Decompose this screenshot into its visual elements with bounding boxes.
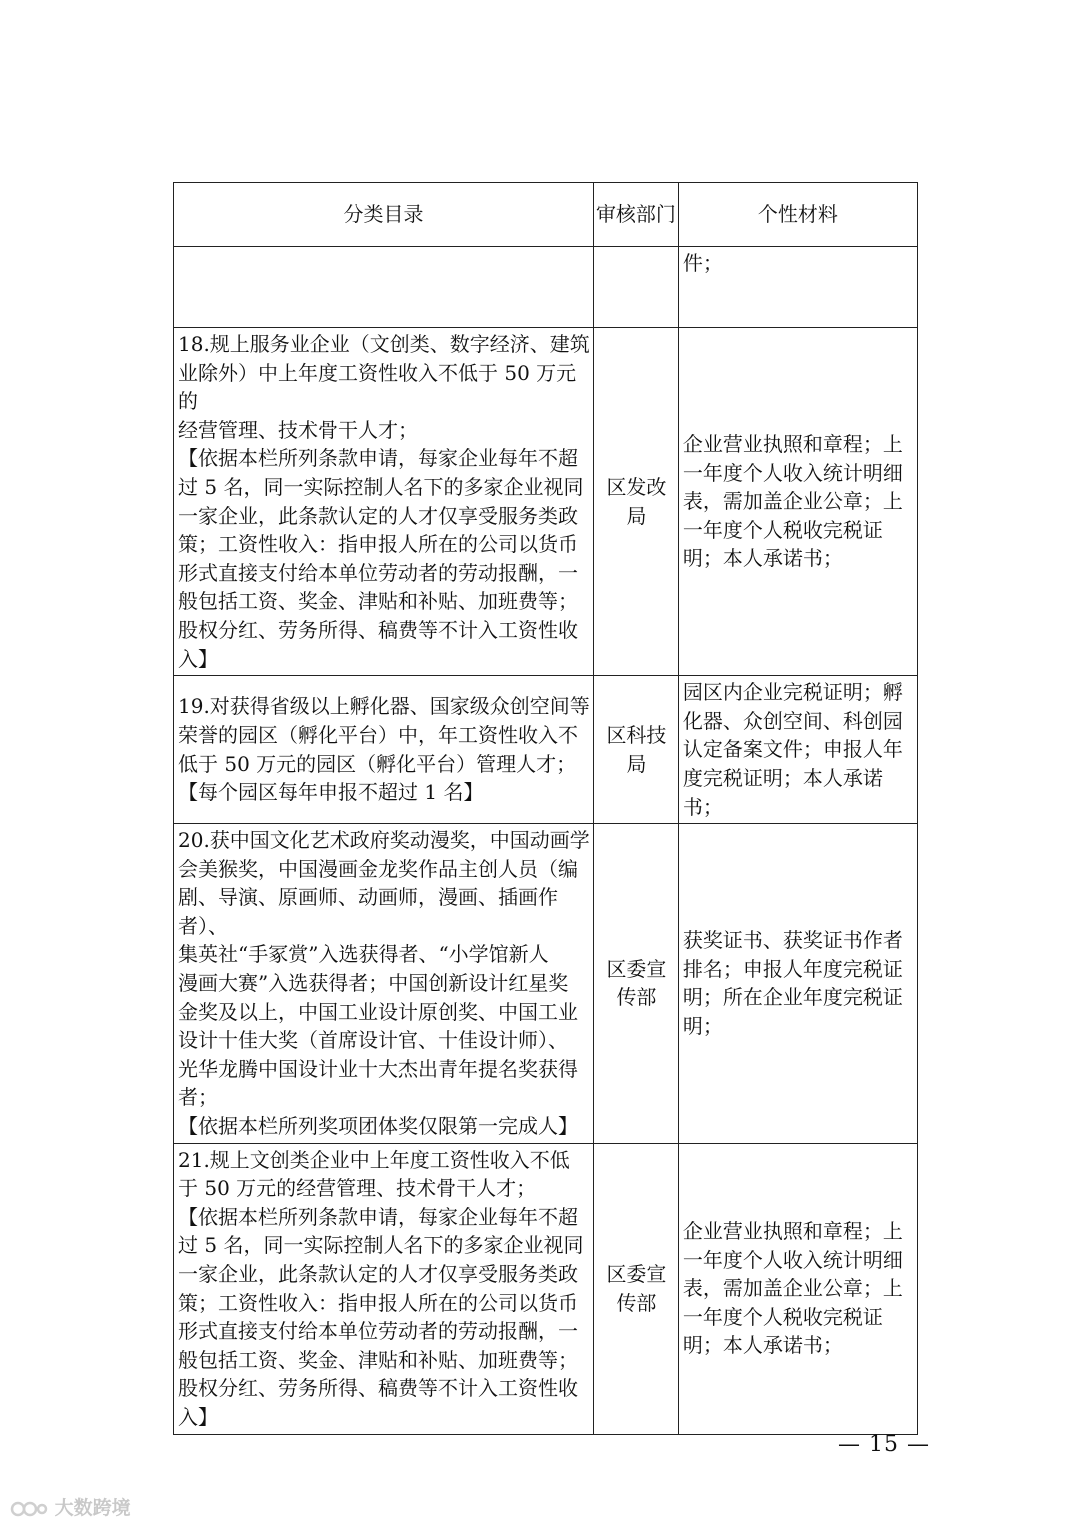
- text-line: 园区内企业完税证明；孵: [682, 680, 903, 705]
- text-line: 形式直接支付给本单位劳动者的劳动报酬，一: [178, 560, 578, 585]
- header-category: 分类目录: [174, 183, 594, 247]
- text-line: 【依据本栏所列条款申请，每家企业每年不超: [178, 446, 578, 471]
- text-line: 股权分红、劳务所得、稿费等不计入工资性收: [178, 617, 578, 642]
- text-line: 过 5 名，同一实际控制人名下的多家企业视同: [178, 1233, 584, 1258]
- table-row-continued: [174, 247, 918, 328]
- text-line: 一年度个人税收完税证: [682, 517, 883, 542]
- materials-cell: [678, 824, 917, 1144]
- text-line: 化器、众创空间、科创园: [682, 708, 903, 733]
- text-line: 【依据本栏所列条款申请，每家企业每年不超: [178, 1204, 578, 1229]
- text-line: 集英社“手冢赏”入选获得者、“小学馆新人: [178, 942, 549, 967]
- text-line: 设计十佳大奖（首席设计官、十佳设计师）、: [178, 1028, 568, 1053]
- page-number: — 15 —: [838, 1432, 930, 1457]
- text-line: 18.规上服务业企业（文创类、数字经济、建筑: [178, 332, 590, 356]
- header-materials: 个性材料: [678, 183, 917, 247]
- watermark-logo-icon: [10, 1498, 48, 1520]
- text-line: 度完税证明；本人承诺书；: [682, 765, 883, 819]
- watermark-text: 大数跨境: [54, 1497, 131, 1519]
- text-line: 认定备案文件；申报人年: [682, 737, 903, 762]
- text-line: 表，需加盖企业公章；上: [682, 489, 903, 514]
- text-line: 表，需加盖企业公章；上: [682, 1276, 903, 1301]
- text-line: 入】: [178, 646, 218, 671]
- text-line: 企业营业执照和章程；上: [682, 1219, 903, 1244]
- table-row: [174, 824, 918, 1144]
- category-cell: [174, 1143, 594, 1434]
- text-line: 金奖及以上，中国工业设计原创奖、中国工业: [178, 999, 578, 1024]
- text-line: 股权分红、劳务所得、稿费等不计入工资性收: [178, 1376, 578, 1401]
- department-cell: 区委宣传部: [594, 824, 679, 1144]
- table-row: [174, 1143, 918, 1434]
- text-line: 者；: [178, 1085, 218, 1110]
- text-line: 明；: [682, 1013, 723, 1038]
- text-line: 漫画大赛”入选获得者；中国创新设计红星奖: [178, 971, 569, 996]
- continued-materials-cell: 件；: [678, 247, 917, 328]
- text-line: 排名；申报人年度完税证: [682, 956, 903, 981]
- text-line: 业除外）中上年度工资性收入不低于 50 万元的: [178, 360, 577, 414]
- materials-cell: [678, 676, 917, 824]
- table-header-row: [174, 183, 918, 247]
- text-line: 一年度个人税收完税证: [682, 1304, 883, 1329]
- text-line: 光华龙腾中国设计业十大杰出青年提名奖获得: [178, 1056, 578, 1081]
- category-cell: [174, 676, 594, 824]
- policy-table: [173, 182, 918, 1435]
- text-line: 19.对获得省级以上孵化器、国家级众创空间等: [178, 694, 590, 719]
- text-line: 过 5 名，同一实际控制人名下的多家企业视同: [178, 474, 584, 499]
- department-cell: 区科技局: [594, 676, 679, 824]
- text-line: 低于 50 万元的园区（孵化平台）管理人才；: [178, 751, 577, 776]
- text-line: 明；所在企业年度完税证: [682, 985, 903, 1010]
- text-line: 企业营业执照和章程；上: [682, 432, 903, 457]
- continued-department-cell: [594, 247, 679, 328]
- text-line: 般包括工资、奖金、津贴和补贴、加班费等；: [178, 1347, 578, 1372]
- text-line: 策；工资性收入：指申报人所在的公司以货币: [178, 1290, 578, 1315]
- text-line: 明；本人承诺书；: [682, 546, 843, 571]
- text-line: 入】: [178, 1404, 218, 1429]
- text-line: 策；工资性收入：指申报人所在的公司以货币: [178, 532, 578, 557]
- text-line: 般包括工资、奖金、津贴和补贴、加班费等；: [178, 589, 578, 614]
- continued-category-cell: [174, 247, 594, 328]
- text-line: 荣誉的园区（孵化平台）中，年工资性收入不: [178, 723, 578, 748]
- text-line: 一年度个人收入统计明细: [682, 1247, 903, 1272]
- text-line: 21.规上文创类企业中上年度工资性收入不低: [178, 1147, 570, 1172]
- text-line: 形式直接支付给本单位劳动者的劳动报酬，一: [178, 1319, 578, 1344]
- category-cell: [174, 824, 594, 1144]
- watermark: [10, 1493, 131, 1520]
- text-line: 获奖证书、获奖证书作者: [682, 928, 903, 953]
- text-line: 于 50 万元的经营管理、技术骨干人才；: [178, 1176, 537, 1201]
- header-department: 审核部门: [594, 183, 679, 247]
- table-row: [174, 328, 918, 676]
- text-line: 经营管理、技术骨干人才；: [178, 417, 418, 442]
- text-line: 一年度个人收入统计明细: [682, 460, 903, 485]
- materials-cell: [678, 328, 917, 676]
- table-row: [174, 676, 918, 824]
- department-cell: 区发改局: [594, 328, 679, 676]
- text-line: 会美猴奖，中国漫画金龙奖作品主创人员（编: [178, 856, 578, 881]
- department-cell: 区委宣传部: [594, 1143, 679, 1434]
- text-line: 一家企业，此条款认定的人才仅享受服务类政: [178, 503, 578, 528]
- text-line: 一家企业，此条款认定的人才仅享受服务类政: [178, 1262, 578, 1286]
- text-line: 【每个园区每年申报不超过 1 名】: [178, 780, 484, 805]
- category-cell: [174, 328, 594, 676]
- text-line: 剧、导演、原画师、动画师，漫画、插画作者）、: [178, 885, 558, 938]
- text-line: 20.获中国文化艺术政府奖动漫奖，中国动画学: [178, 828, 590, 853]
- text-line: 明；本人承诺书；: [682, 1333, 843, 1358]
- materials-cell: [678, 1143, 917, 1434]
- text-line: 【依据本栏所列奖项团体奖仅限第一完成人】: [178, 1114, 578, 1139]
